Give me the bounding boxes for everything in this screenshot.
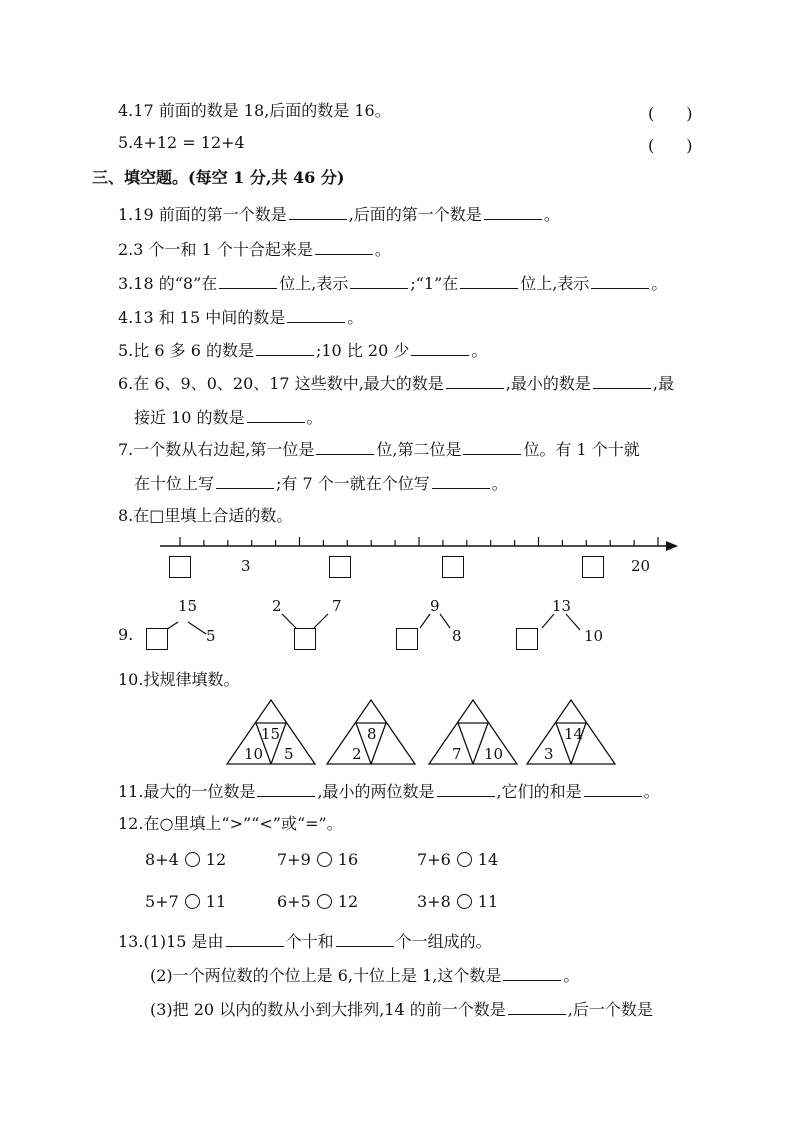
triangle-1-right: 5	[284, 745, 294, 763]
question-6-line-1: 6.在 6、9、0、20、17 这些数中,最大的数是 ,最小的数是 ,最	[118, 374, 674, 393]
compare-circle[interactable]	[317, 852, 332, 867]
tree-1-top: 15	[178, 597, 198, 615]
answer-blank[interactable]	[484, 203, 542, 220]
question-5: 5.比 6 多 6 的数是 ;10 比 20 少 。	[118, 341, 488, 360]
tree-1-answer-box[interactable]	[146, 628, 168, 650]
answer-blank[interactable]	[287, 306, 345, 323]
triangle-1-top: 15	[261, 725, 281, 743]
answer-blank[interactable]	[350, 272, 408, 289]
number-line-answer-box[interactable]	[169, 556, 191, 578]
answer-blank[interactable]	[591, 272, 649, 289]
answer-blank[interactable]	[315, 238, 373, 255]
answer-blank[interactable]	[446, 372, 504, 389]
question-1: 1.19 前面的第一个数是 ,后面的第一个数是 。	[118, 205, 560, 224]
question-4: 4.13 和 15 中间的数是 。	[118, 308, 364, 327]
question-10-title: 10.找规律填数。	[118, 670, 240, 689]
compare-item: 7+6 14	[417, 850, 499, 869]
answer-blank[interactable]	[226, 930, 284, 947]
decomposition-tree-lines	[140, 590, 620, 660]
question-13-part-3: (3)把 20 以内的数从小到大排列,14 的前一个数是 ,后一个数是	[150, 1000, 653, 1019]
compare-item: 8+4 12	[145, 850, 227, 869]
answer-blank[interactable]	[289, 203, 347, 220]
answer-blank[interactable]	[463, 438, 521, 455]
number-line-label-20: 20	[631, 557, 651, 575]
question-11: 11.最大的一位数是 ,最小的两位数是 ,它们的和是 。	[118, 782, 660, 801]
answer-blank[interactable]	[219, 272, 277, 289]
question-2: 2.3 个一和 1 个十合起来是 。	[118, 240, 391, 259]
judge-answer-paren-5[interactable]: ( )	[648, 136, 693, 155]
answer-blank[interactable]	[593, 372, 651, 389]
tree-4-top: 13	[552, 597, 572, 615]
compare-item: 5+7 11	[145, 892, 227, 911]
tree-3-answer-box[interactable]	[396, 628, 418, 650]
answer-blank[interactable]	[256, 339, 314, 356]
answer-blank[interactable]	[432, 472, 490, 489]
question-6-line-2: 接近 10 的数是 。	[134, 408, 323, 427]
triangle-1-left: 10	[244, 745, 264, 763]
tree-3-top: 9	[430, 597, 440, 615]
answer-blank[interactable]	[216, 472, 274, 489]
judge-item-4: 4.17 前面的数是 18,后面的数是 16。	[118, 101, 391, 120]
compare-circle[interactable]	[185, 852, 200, 867]
number-line-answer-box[interactable]	[582, 556, 604, 578]
compare-circle[interactable]	[457, 894, 472, 909]
compare-item: 6+5 12	[277, 892, 359, 911]
question-7-line-1: 7.一个数从右边起,第一位是 位,第二位是 位。有 1 个十就	[118, 440, 640, 459]
tree-2-right: 7	[332, 597, 342, 615]
triangle-3-right: 10	[484, 745, 504, 763]
answer-blank[interactable]	[460, 272, 518, 289]
triangle-4-top: 14	[564, 725, 584, 743]
answer-blank[interactable]	[437, 780, 495, 797]
tree-3-right: 8	[452, 627, 462, 645]
triangle-2-left: 2	[352, 745, 362, 763]
judge-item-5: 5.4+12 = 12+4	[118, 133, 245, 152]
number-line-answer-box[interactable]	[442, 556, 464, 578]
answer-blank[interactable]	[336, 930, 394, 947]
answer-blank[interactable]	[411, 339, 469, 356]
section-title: 三、填空题。(每空 1 分,共 46 分)	[92, 168, 345, 187]
question-8-title: 8.在□里填上合适的数。	[118, 506, 293, 525]
triangle-2-top: 8	[367, 725, 377, 743]
compare-circle[interactable]	[185, 894, 200, 909]
compare-item: 3+8 11	[417, 892, 499, 911]
tree-4-answer-box[interactable]	[516, 628, 538, 650]
question-13-part-2: (2)一个两位数的个位上是 6,十位上是 1,这个数是 。	[150, 966, 580, 985]
triangle-4-left: 3	[544, 745, 554, 763]
compare-item: 7+9 16	[277, 850, 359, 869]
question-12-title: 12.在○里填上“>”“<”或“=”。	[118, 814, 343, 833]
answer-blank[interactable]	[584, 780, 642, 797]
compare-circle[interactable]	[317, 894, 332, 909]
question-13-part-1: 13.(1)15 是由 个十和 个一组成的。	[118, 932, 492, 951]
tree-1-right: 5	[206, 627, 216, 645]
answer-blank[interactable]	[257, 780, 315, 797]
judge-answer-paren-4[interactable]: ( )	[648, 104, 693, 123]
answer-blank[interactable]	[503, 964, 561, 981]
answer-blank[interactable]	[508, 998, 566, 1015]
triangle-3-left: 7	[452, 745, 462, 763]
answer-blank[interactable]	[247, 406, 305, 423]
tree-4-right: 10	[584, 627, 604, 645]
number-line-answer-box[interactable]	[329, 556, 351, 578]
question-7-line-2: 在十位上写 ;有 7 个一就在个位写 。	[134, 474, 508, 493]
question-3: 3.18 的“8”在 位上,表示 ;“1”在 位上,表示 。	[118, 274, 668, 293]
answer-blank[interactable]	[316, 438, 374, 455]
tree-2-answer-box[interactable]	[294, 628, 316, 650]
question-9-label: 9.	[118, 625, 134, 644]
number-line-label-3: 3	[241, 557, 251, 575]
tree-2-left: 2	[272, 597, 282, 615]
number-line	[150, 532, 690, 582]
compare-circle[interactable]	[457, 852, 472, 867]
